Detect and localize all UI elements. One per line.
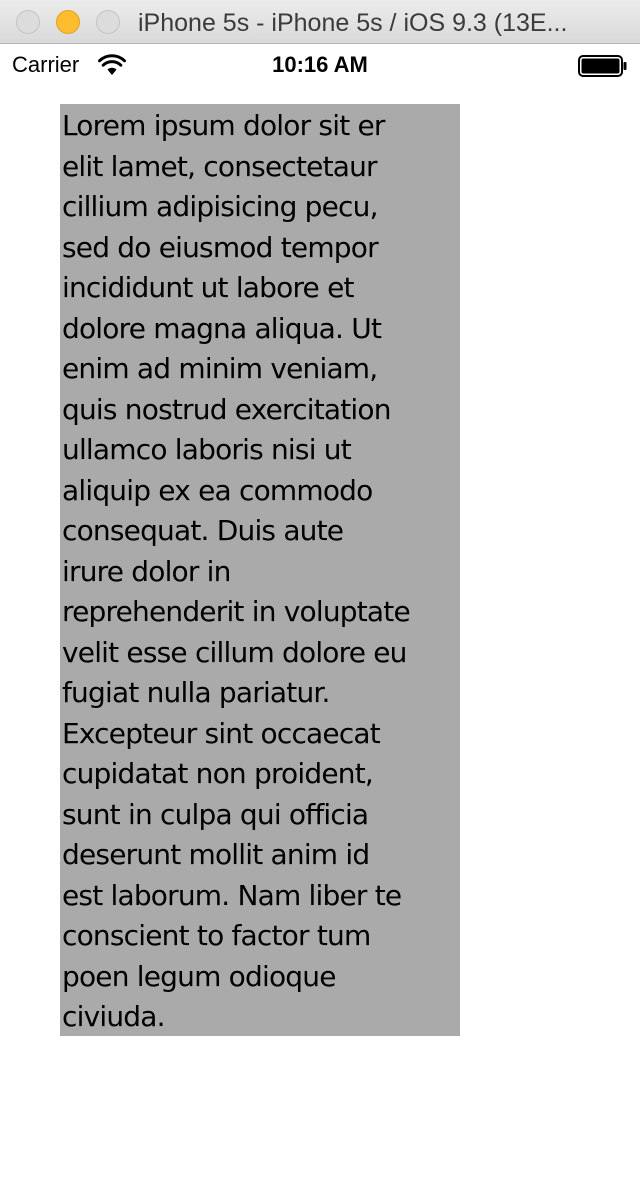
text-line: enim ad minim veniam, [62,352,378,385]
text-line: aliquip ex ea commodo [62,473,373,507]
text-line: reprehenderit in voluptate [62,595,410,628]
text-line: sunt in culpa qui officia [62,797,369,831]
text-line: elit lamet, consectetaur [62,149,377,183]
text-line: conscient to factor tum [62,919,371,952]
text-line: dolore magna aliqua. Ut [62,311,382,345]
zoom-window-button[interactable] [96,10,120,34]
battery-icon [578,55,628,77]
text-line: fugiat nulla pariatur. [62,676,330,709]
simulator-title-bar [0,0,640,44]
text-line: incididunt ut labore et [62,271,354,304]
text-line: deserunt mollit anim id [62,838,370,871]
text-line: cillium adipisicing pecu, [62,190,378,223]
text-line: quis nostrud exercitation [62,392,391,426]
text-line: sed do eiusmod tempor [62,230,378,264]
text-line: est laborum. Nam liber te [62,878,402,912]
close-window-button[interactable] [16,10,40,34]
ios-status-bar [0,44,640,84]
text-line: Lorem ipsum dolor sit er [62,109,385,142]
text-line: consequat. Duis aute [62,514,344,547]
text-line: cupidatat non proident, [62,757,373,790]
minimize-window-button[interactable] [56,10,80,34]
text-line: civiuda. [62,1000,165,1033]
window-title: iPhone 5s - iPhone 5s / iOS 9.3 (13E... [138,9,568,37]
text-line: irure dolor in [62,554,231,588]
carrier-name: Carrier [12,52,80,77]
status-time: 10:16 AM [272,52,368,77]
text-line: ullamco laboris nisi ut [62,433,351,466]
text-line: Excepteur sint occaecat [62,716,380,750]
text-line: velit esse cillum dolore eu [62,635,407,669]
lorem-text-label [60,104,460,1036]
text-line: poen legum odioque [62,959,336,993]
